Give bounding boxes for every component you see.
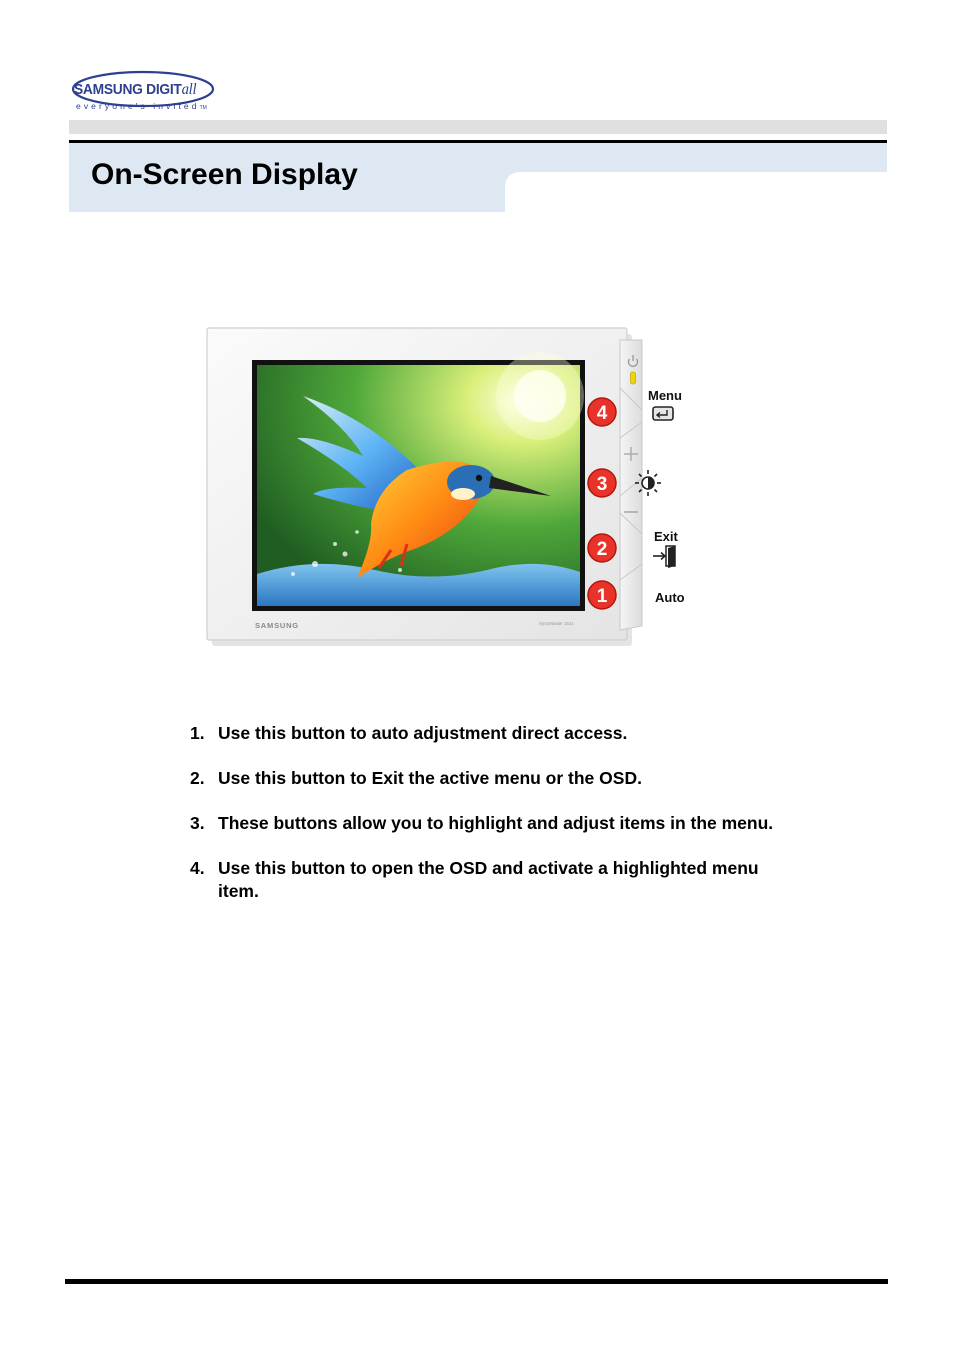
power-led-icon bbox=[631, 372, 636, 384]
svg-text:1: 1 bbox=[596, 586, 608, 607]
svg-text:3: 3 bbox=[596, 474, 608, 495]
exit-door-icon bbox=[653, 546, 675, 568]
list-item: 2. Use this button to Exit the active menu or the OSD. bbox=[190, 768, 642, 788]
svg-text:2: 2 bbox=[596, 539, 608, 560]
bezel-brand: SAMSUNG bbox=[255, 621, 299, 630]
list-item: 3. These buttons allow you to highlight and adjust items in the menu. bbox=[190, 813, 774, 833]
footer-rule bbox=[65, 1279, 888, 1284]
page-title: On-Screen Display bbox=[91, 158, 358, 191]
callout-4 bbox=[588, 398, 616, 426]
logo-tagline: everyone's invitedTM bbox=[76, 101, 207, 111]
callout-2 bbox=[588, 534, 616, 562]
menu-label: Menu bbox=[648, 388, 682, 403]
header-grey-bar bbox=[69, 120, 887, 134]
callout-3 bbox=[588, 469, 616, 497]
samsung-logo bbox=[68, 66, 218, 118]
callout-1 bbox=[588, 581, 616, 609]
svg-text:4: 4 bbox=[596, 403, 608, 424]
auto-label: Auto bbox=[655, 590, 685, 605]
menu-enter-icon bbox=[653, 407, 673, 420]
button-description-list bbox=[190, 722, 790, 925]
kingfisher-screen-image bbox=[257, 352, 584, 606]
monitor-illustration bbox=[195, 318, 700, 663]
exit-label: Exit bbox=[654, 529, 678, 544]
logo-brand: SAMSUNG DIGITall bbox=[74, 81, 197, 98]
list-item: 1. Use this button to auto adjustment direct access. bbox=[190, 723, 628, 743]
list-item: 4. Use this button to open the OSD and activate a highlighted menu item. bbox=[190, 858, 759, 901]
title-band-cutout bbox=[505, 172, 887, 212]
model-label: SyncMaster 151s bbox=[539, 621, 574, 626]
